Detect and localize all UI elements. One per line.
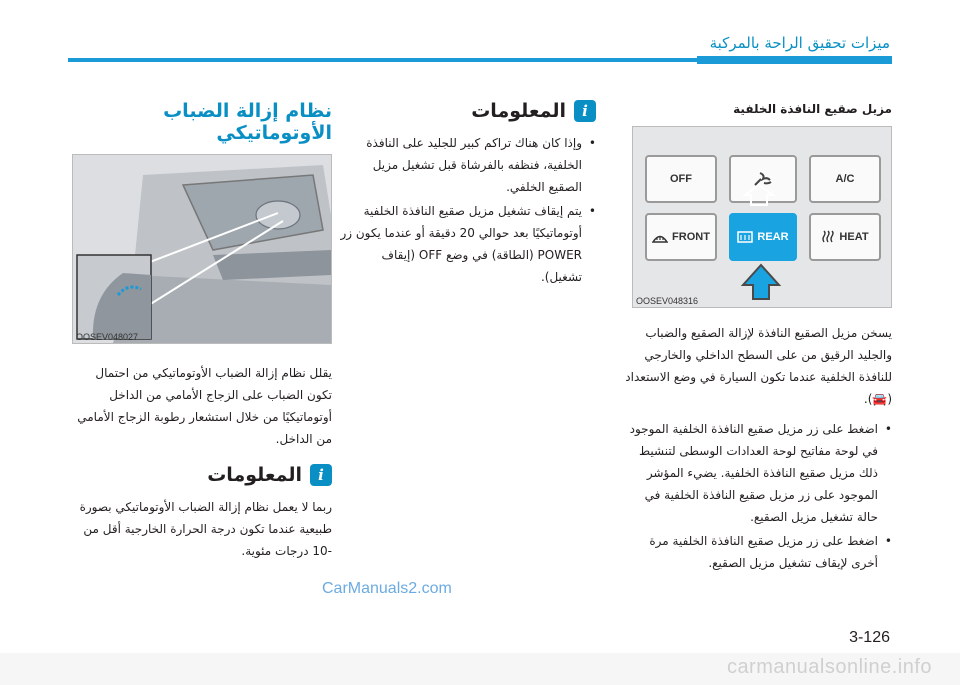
front-defrost-label: FRONT: [672, 231, 710, 243]
info-title: المعلومات: [471, 100, 566, 122]
info-heading: [340, 100, 596, 122]
off-button-label: OFF: [670, 173, 692, 185]
info-icon: i: [574, 100, 596, 122]
site-watermark: carmanualsonline.info: [726, 656, 932, 678]
car-windshield-illustration: [73, 155, 331, 343]
middle-column: [340, 100, 596, 290]
ac-button-label: A/C: [835, 173, 855, 185]
rear-defroster-paragraph: يسخن مزيل الصقيع النافذة لإزالة الصقيع والضباب والجليد الرقيق من على السطح الداخلي والخارجي للنافذة الخلفية عندما تكون السيارة في وضع الاستعداد (🚘).: [625, 326, 892, 406]
list-item: • اضغط على زر مزيل صقيع النافذة الخلفية الموجود في لوحة مفاتيح لوحة العدادات الوسطى لتنشيط ذلك مزيل صقيع النافذة الخلفية. يضيء المؤشر الموجود على زر مزيل صقيع النافذة الخلفية في حالة تشغيل مزيل الصقيع.: [620, 418, 892, 528]
list-item: • وإذا كان هناك تراكم كبير للجليد على النافذة الخلفية، فنظفه بالفرشاة قبل تشغيل مزيل الصقيع الخلفي.: [340, 132, 596, 198]
list-item: • اضغط على زر مزيل صقيع النافذة الخلفية مرة أخرى لإيقاف تشغيل مزيل الصقيع.: [620, 530, 892, 574]
info-title: المعلومات: [207, 464, 302, 486]
left-column: [72, 100, 332, 570]
rear-defroster-bullets: [620, 418, 892, 574]
list-item: • يتم إيقاف تشغيل مزيل صقيع النافذة الخلفية أوتوماتيكيًا بعد حوالي 20 دقيقة أو عندما يكون زر POWER (الطاقة) في وضع OFF (إيقاف تشغيل).: [340, 200, 596, 288]
indicator-arrow-icon: [633, 127, 891, 307]
section-title-rear-defroster: مزيل صقيع النافذة الخلفية: [733, 102, 892, 116]
rear-defrost-label: REAR: [757, 231, 789, 243]
windshield-sensor-figure: [72, 154, 332, 344]
section-title-auto-defog: نظام إزالة الضباب الأوتوماتيكي: [163, 100, 332, 144]
page-number: 3-126: [849, 629, 890, 646]
heat-button-label: HEAT: [839, 231, 869, 243]
watermark-link[interactable]: CarManuals2.com: [322, 580, 452, 597]
page-header-title: ميزات تحقيق الراحة بالمركبة: [709, 34, 890, 52]
info-bullets: [340, 132, 596, 288]
auto-defog-info-text: ربما لا يعمل نظام إزالة الضباب الأوتوماتيكي بصورة طبيعية عندما تكون درجة الحرارة الخارجية أقل من -10 درجات مئوية.: [79, 500, 332, 558]
right-column: [620, 100, 892, 576]
climate-control-figure: [632, 126, 892, 308]
info-icon: i: [310, 464, 332, 486]
auto-defog-paragraph: يقلل نظام إزالة الضباب الأوتوماتيكي من احتمال تكون الضباب على الزجاج الأمامي من الداخل أوتوماتيكيًا من خلال استشعار رطوبة الزجاج الأمامي من الداخل.: [77, 366, 332, 446]
info-heading: [72, 464, 332, 486]
figure-code: OOSEV048027: [76, 332, 139, 342]
figure-code: OOSEV048316: [636, 296, 699, 306]
header-rule: [68, 58, 892, 62]
